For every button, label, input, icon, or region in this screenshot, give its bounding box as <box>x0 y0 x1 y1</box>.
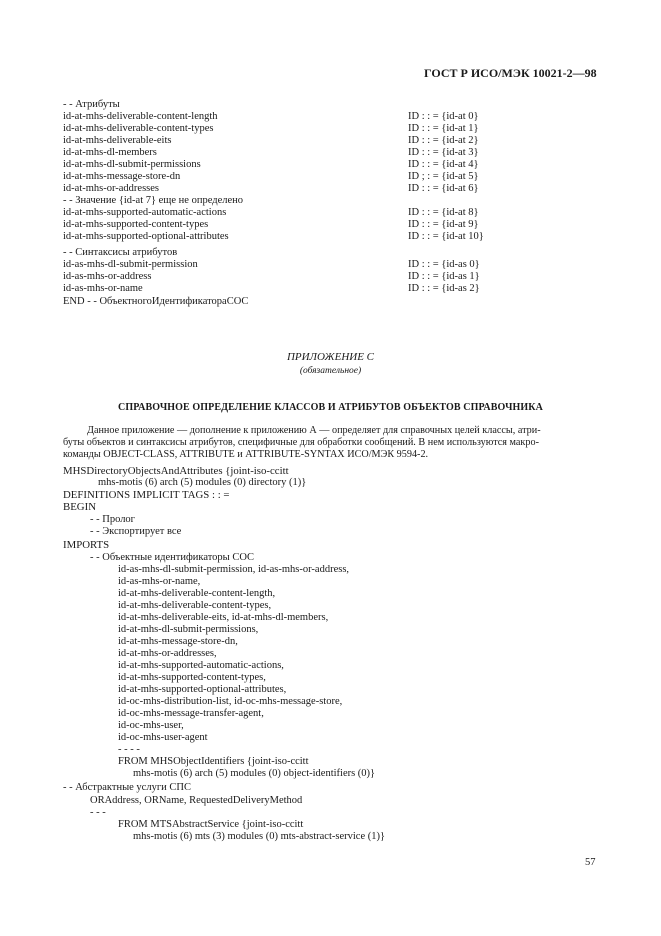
attr-name: id-at-mhs-dl-members <box>63 147 157 158</box>
import-item: id-oc-mhs-distribution-list, id-oc-mhs-message-store, <box>118 696 343 707</box>
attr-value: ID : : = {id-at 8} <box>408 207 479 218</box>
attr-value: ID : : = {id-at 0} <box>408 111 479 122</box>
page-header: ГОСТ Р ИСО/МЭК 10021-2—98 <box>424 66 597 80</box>
import-item: id-oc-mhs-message-transfer-agent, <box>118 708 264 719</box>
comment-prolog: - - Пролог <box>90 514 135 525</box>
attr-name: id-at-mhs-message-store-dn <box>63 171 181 182</box>
import-item: id-oc-mhs-user-agent <box>118 732 208 743</box>
attr-name: id-at-mhs-supported-automatic-actions <box>63 207 227 218</box>
attr-name: id-at-mhs-deliverable-content-types <box>63 123 214 134</box>
attr-name: id-as-mhs-or-name <box>63 283 143 294</box>
abstract-items: ORAddress, ORName, RequestedDeliveryMethod <box>90 795 303 806</box>
import-item: id-as-mhs-or-name, <box>118 576 201 587</box>
attr-value: ID : : = {id-at 3} <box>408 147 479 158</box>
page-number: 57 <box>585 857 596 868</box>
attr-value: ID : : = {id-as 2} <box>408 283 480 294</box>
attr-value: ID : : = {id-as 1} <box>408 271 480 282</box>
import-item: id-oc-mhs-user, <box>118 720 184 731</box>
import-item: id-at-mhs-message-store-dn, <box>118 636 238 647</box>
definitions-line: DEFINITIONS IMPLICIT TAGS : : = <box>63 489 230 501</box>
attr-name: id-at-mhs-deliverable-eits <box>63 135 172 146</box>
attr-name: id-as-mhs-or-address <box>63 271 152 282</box>
paragraph-line: команды OBJECT-CLASS, ATTRIBUTE и ATTRIBUTE-SYNTAX ИСО/МЭК 9594-2. <box>63 449 429 460</box>
attr-value: ID : : = {id-at 4} <box>408 159 479 170</box>
import-item: id-at-mhs-supported-optional-attributes, <box>118 684 287 695</box>
attr-value: ID : : = {id-at 1} <box>408 123 479 134</box>
section-title: СПРАВОЧНОЕ ОПРЕДЕЛЕНИЕ КЛАССОВ И АТРИБУТОВ ОБЪЕКТОВ СПРАВОЧНИКА <box>118 402 543 413</box>
attr-name: id-at-mhs-supported-optional-attributes <box>63 231 229 242</box>
import-item: id-at-mhs-deliverable-content-types, <box>118 600 272 611</box>
attr-value: ID : : = {id-at 9} <box>408 219 479 230</box>
paragraph-line: Данное приложение — дополнение к приложению А — определяет для справочных целей классы, атри- <box>87 425 541 436</box>
attr-name: id-as-mhs-dl-submit-permission <box>63 259 198 270</box>
from-clause: FROM MHSObjectIdentifiers {joint-iso-ccitt <box>118 756 309 767</box>
comment-abstract: - - Абстрактные услуги СПС <box>63 782 191 793</box>
import-item: id-at-mhs-or-addresses, <box>118 648 217 659</box>
end-line: END - - ОбъектногоИдентификатораСОС <box>63 296 249 307</box>
attr-value: ID : : = {id-at 6} <box>408 183 479 194</box>
attr-name: id-at-mhs-deliverable-content-length <box>63 111 218 122</box>
from-args: mhs-motis (6) arch (5) modules (0) object-identifiers (0)} <box>133 768 376 779</box>
begin-keyword: BEGIN <box>63 501 96 513</box>
attr-value: ID : : = {id-at 2} <box>408 135 479 146</box>
attr-name: id-at-mhs-or-addresses <box>63 183 160 194</box>
paragraph-line: буты объектов и синтаксисы атрибутов, специфичные для обработки сообщений. В нем используются макро- <box>63 437 539 448</box>
module-line: MHSDirectoryObjectsAndAttributes {joint-iso-ccitt <box>63 465 289 477</box>
attr-value: ID : : = {id-as 0} <box>408 259 480 270</box>
appendix-subtitle: (обязательное) <box>299 366 362 376</box>
import-item: id-at-mhs-deliverable-eits, id-at-mhs-dl-members, <box>118 612 329 623</box>
separator-dashes: - - - <box>90 807 106 818</box>
imports-keyword: IMPORTS <box>63 539 110 551</box>
from-args: mhs-motis (6) mts (3) modules (0) mts-abstract-service (1)} <box>133 831 386 842</box>
attr-name: id-at-mhs-supported-content-types <box>63 219 209 230</box>
comment-undefined: - - Значение {id-at 7} еще не определено <box>63 195 243 206</box>
import-item: id-at-mhs-dl-submit-permissions, <box>118 624 259 635</box>
import-item: id-as-mhs-dl-submit-permission, id-as-mhs-or-address, <box>118 564 350 575</box>
module-args: mhs-motis (6) arch (5) modules (0) directory (1)} <box>98 477 307 488</box>
comment-export: - - Экспортирует все <box>90 526 182 537</box>
import-item: id-at-mhs-deliverable-content-length, <box>118 588 276 599</box>
comment-attributes: - - Атрибуты <box>63 99 120 110</box>
attr-value: ID : : = {id-at 10} <box>408 231 484 242</box>
comment-syntax: - - Синтаксисы атрибутов <box>63 247 178 258</box>
separator-dashes: - - - - <box>118 744 140 755</box>
appendix-title: ПРИЛОЖЕНИЕ С <box>286 351 375 363</box>
attr-value: ID ; : = {id-at 5} <box>408 171 479 182</box>
from-clause: FROM MTSAbstractService {joint-iso-ccitt <box>118 819 304 830</box>
import-item: id-at-mhs-supported-content-types, <box>118 672 266 683</box>
comment-oid: - - Объектные идентификаторы СОС <box>90 552 255 563</box>
attr-name: id-at-mhs-dl-submit-permissions <box>63 159 201 170</box>
import-item: id-at-mhs-supported-automatic-actions, <box>118 660 284 671</box>
